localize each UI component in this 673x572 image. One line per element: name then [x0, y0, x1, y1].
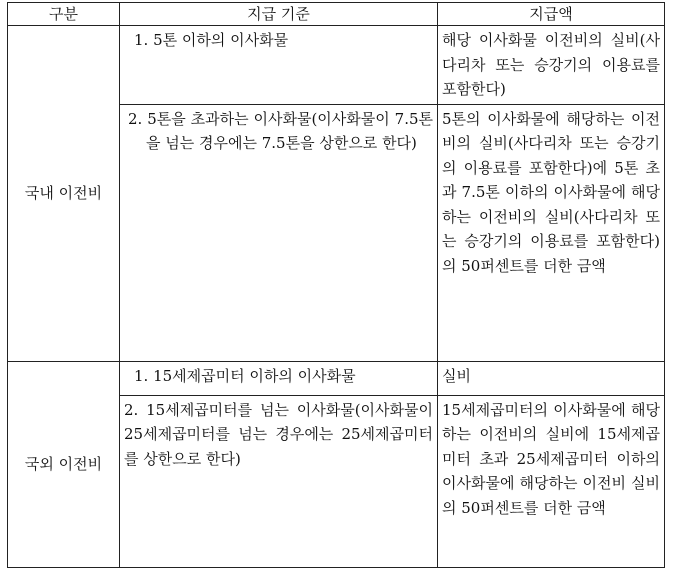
- criteria-text: 1. 5톤 이하의 이사화물: [134, 31, 289, 49]
- amount-cell: 15세제곱미터의 이사화물에 해당하는 이전비의 실비에 15세제곱미터 초과 25세제곱미터 이하의 이사화물에 해당하는 이전비 실비의 50퍼센트를 더한 금액: [438, 395, 665, 567]
- criteria-cell: [120, 26, 438, 105]
- amount-cell: 실비: [438, 361, 665, 395]
- header-row: [8, 3, 665, 26]
- header-amount: 지급액: [438, 3, 665, 26]
- criteria-cell: [120, 361, 438, 395]
- header-category: 구분: [8, 3, 120, 26]
- amount-cell: 5톤의 이사화물에 해당하는 이전비의 실비(사다리차 또는 승강기의 이용료를 포함한다)에 5톤 초과 7.5톤 이하의 이사화물에 해당하는 이전비의 실비(사다리차 또는 승강기의 이용료를 포함한다)의 50퍼센트를 더한 금액: [438, 104, 665, 361]
- amount-cell: 해당 이사화물 이전비의 실비(사다리차 또는 승강기의 이용료를 포함한다): [438, 26, 665, 105]
- criteria-cell: 2. 15세제곱미터를 넘는 이사화물(이사화물이 25세제곱미터를 넘는 경우에는 25세제곱미터를 상한으로 한다): [120, 395, 438, 567]
- category-cell-domestic: 국내 이전비: [8, 26, 120, 362]
- criteria-text: 2. 5톤을 초과하는 이사화물(이사화물이 7.5톤을 넘는 경우에는 7.5톤을 상한으로 한다): [128, 109, 433, 152]
- category-cell-overseas: 국외 이전비: [8, 361, 120, 567]
- header-criteria: 지급 기준: [120, 3, 438, 26]
- criteria-cell: [120, 104, 438, 361]
- allowance-table: [7, 2, 665, 568]
- table-row: [8, 361, 665, 395]
- table-row: [8, 26, 665, 105]
- criteria-text: 1. 15세제곱미터 이하의 이사화물: [134, 366, 356, 385]
